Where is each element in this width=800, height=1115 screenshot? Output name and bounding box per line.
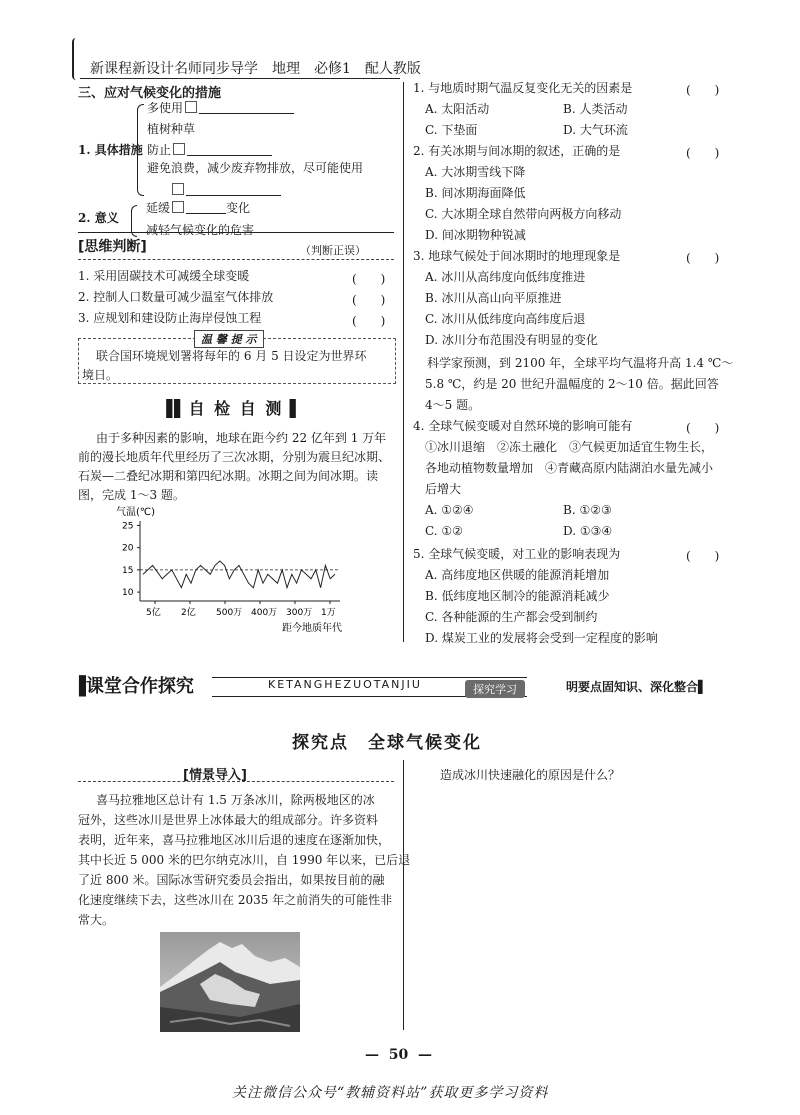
judgment-3: 3. 应规划和建设防止海岸侵蚀工程 — [78, 311, 262, 325]
thinking-tag: [思维判断] — [78, 239, 147, 255]
chart-xtick-label: 1万 — [321, 608, 336, 618]
chart-ytick-label: 20 — [122, 543, 134, 554]
question-3-stem: 3. 地球气候处于间冰期时的地理现象是 — [413, 249, 621, 263]
question-2-opt-a[interactable]: A. 大冰期雪线下降 — [425, 165, 526, 179]
selftest-para-2: 前的漫长地质年代里经历了三次冰期，分别为震旦纪冰期、 — [78, 450, 391, 464]
meaning-item-1: 延缓 变化 — [146, 201, 251, 215]
question-1-paren[interactable]: ( ) — [686, 83, 720, 97]
question-3-opt-b[interactable]: B. 冰川从高山向平原推进 — [425, 291, 562, 305]
question-4-line-3: 后增大 — [425, 482, 462, 496]
scene-para-2: 冠外，这些冰川是世界上冰体最大的组成部分。许多资料 — [78, 813, 379, 827]
chart-xtick-label: 400万 — [251, 608, 278, 618]
explore-question: 造成冰川快速融化的原因是什么？ — [440, 768, 621, 782]
section-banner — [72, 674, 737, 702]
scientist-para-3: 4～5 题。 — [425, 398, 481, 412]
question-2-stem: 2. 有关冰期与间冰期的叙述，正确的是 — [413, 144, 621, 158]
question-4-stem: 4. 全球气候变暖对自然环境的影响可能有 — [413, 419, 633, 433]
scene-para-1: 喜马拉雅地区总计有 1.5 万条冰川，除两极地区的冰 — [96, 793, 375, 807]
blank-22[interactable] — [172, 201, 184, 213]
selftest-marker-right-icon: ▐ — [283, 399, 298, 418]
judgment-1: 1. 采用固碳技术可减缓全球变暖 — [78, 269, 250, 283]
judgment-2: 2. 控制人口数量可减少温室气体排放 — [78, 290, 274, 304]
header-bracket — [72, 38, 80, 80]
question-2-opt-d[interactable]: D. 间冰期物种锐减 — [425, 228, 526, 242]
judgment-2-paren[interactable]: ( ) — [352, 293, 386, 307]
scientist-para-1: 科学家预测，到 2100 年，全球平均气温将升高 1.4 ℃～ — [427, 356, 734, 370]
meaning-item-2: 减轻气候变化的危害 — [146, 223, 255, 237]
chart-xlabel: 距今地质年代 — [282, 623, 342, 634]
chart-temperature-series — [143, 561, 335, 588]
selftest-para-1: 由于多种因素的影响，地球在距今约 22 亿年到 1 万年 — [96, 431, 387, 445]
glacier-photo — [160, 932, 300, 1032]
banner-end-marker-icon: ▌ — [698, 680, 708, 694]
chart-xtick-label: 5亿 — [146, 608, 161, 618]
measures-brace — [137, 104, 144, 196]
question-5-opt-a[interactable]: A. 高纬度地区供暖的能源消耗增加 — [425, 568, 610, 582]
thinking-rule — [78, 232, 394, 233]
blank-20[interactable] — [173, 143, 185, 155]
scientist-para-2: 5.8 ℃，约是 20 世纪升温幅度的 2～10 倍。据此回答 — [425, 377, 719, 391]
banner-pinyin: KETANGHEZUOTANJIU — [268, 678, 422, 691]
question-1-stem: 1. 与地质时期气温反复变化无关的因素是 — [413, 81, 633, 95]
question-5-paren[interactable]: ( ) — [686, 549, 720, 563]
judgment-3-paren[interactable]: ( ) — [352, 314, 386, 328]
meaning-label: 2. 意义 — [78, 211, 119, 225]
question-1-opt-b[interactable]: B. 人类活动 — [563, 102, 628, 116]
measure-item-2: 植树种草 — [147, 122, 196, 136]
tip-text-2: 境日。 — [82, 368, 119, 382]
column-divider-bottom — [403, 760, 404, 1030]
explore-title: 探究点 全球气候变化 — [292, 733, 482, 753]
question-5-opt-c[interactable]: C. 各种能源的生产都会受到制约 — [425, 610, 598, 624]
measure-item-1: 多使用 — [147, 98, 294, 119]
page-number: 50 — [388, 1047, 409, 1063]
thinking-rule-bottom — [78, 259, 394, 260]
footer-note: 关注微信公众号“教辅资料站”获取更多学习资料 — [232, 1085, 549, 1101]
measure-item-4: 避免浪费，减少废弃物排放，尽可能使用 — [147, 161, 364, 175]
judgment-1-paren[interactable]: ( ) — [352, 272, 386, 286]
scene-para-7: 常大。 — [78, 913, 115, 927]
section-3-title: 三、应对气候变化的措施 — [78, 86, 222, 101]
scene-para-3: 表明，近年来，喜马拉雅地区冰川后退的速度在逐渐加快， — [78, 833, 391, 847]
scene-rule — [78, 781, 394, 782]
banner-slogan: 明要点固知识、深化整合▌ — [566, 680, 708, 694]
scene-para-6: 化速度继续下去，这些冰川在 2035 年之前消失的可能性非 — [78, 893, 393, 907]
page-number-row: — 50 — — [365, 1047, 432, 1063]
question-4-paren[interactable]: ( ) — [686, 421, 720, 435]
banner-title: ▐课堂合作探究 — [72, 676, 194, 697]
question-4-opt-b[interactable]: B. ①②③ — [563, 503, 612, 517]
question-2-opt-c[interactable]: C. 大冰期全球自然带向两极方向移动 — [425, 207, 622, 221]
tip-text-1: 联合国环境规划署将每年的 6 月 5 日设定为世界环 — [96, 349, 367, 363]
question-3-paren[interactable]: ( ) — [686, 251, 720, 265]
question-2-opt-b[interactable]: B. 间冰期海面降低 — [425, 186, 526, 200]
banner-marker-icon: ▐ — [72, 676, 86, 697]
blank-21[interactable] — [172, 183, 184, 195]
temperature-chart — [110, 505, 350, 635]
question-1-opt-a[interactable]: A. 太阳活动 — [425, 102, 490, 116]
question-4-line-1: ①冰川退缩 ②冻土融化 ③气候更加适宜生物生长， — [425, 440, 714, 454]
banner-badge: 探究学习 — [465, 680, 525, 698]
selftest-marker-left-icon: ▐▌ — [160, 399, 189, 418]
thinking-hint: （判断正误） — [300, 244, 366, 257]
question-3-opt-d[interactable]: D. 冰川分布范围没有明显的变化 — [425, 333, 598, 347]
question-4-opt-a[interactable]: A. ①②④ — [425, 503, 474, 517]
chart-xtick-label: 500万 — [216, 608, 243, 618]
header-title: 新课程新设计名师同步导学 地理 必修1 配人教版 — [90, 61, 421, 77]
scene-para-5: 了近 800 米。国际冰雪研究委员会指出，如果按目前的融 — [78, 873, 385, 887]
chart-xtick-label: 2亿 — [181, 608, 196, 618]
chart-ylabel: 气温(℃) — [116, 507, 156, 518]
question-4-opt-d[interactable]: D. ①③④ — [563, 524, 613, 538]
selftest-para-3: 石炭—二叠纪冰期和第四纪冰期。冰期之间为间冰期。读 — [78, 469, 379, 483]
scene-tag: [情景导入] — [183, 768, 247, 783]
question-5-stem: 5. 全球气候变暖，对工业的影响表现为 — [413, 547, 621, 561]
question-5-opt-b[interactable]: B. 低纬度地区制冷的能源消耗减少 — [425, 589, 610, 603]
question-1-opt-c[interactable]: C. 下垫面 — [425, 123, 478, 137]
column-divider-top — [403, 82, 404, 642]
chart-ytick-label: 10 — [122, 588, 134, 599]
chart-xtick-label: 300万 — [286, 608, 313, 618]
selftest-para-4: 图，完成 1～3 题。 — [78, 488, 185, 502]
selftest-header: ▐▌自 检 自 测▐ — [160, 399, 298, 418]
chart-ytick-label: 15 — [122, 565, 134, 576]
blank-18[interactable] — [185, 101, 197, 113]
question-4-opt-c[interactable]: C. ①② — [425, 524, 463, 538]
scene-para-4: 其中长近 5 000 米的巴尔纳克冰川，自 1990 年以来，已后退 — [78, 853, 411, 867]
measure-item-3: 防止 — [147, 140, 272, 161]
question-4-line-2: 各地动植物数量增加 ④青藏高原内陆湖泊水量先减小 — [425, 461, 714, 475]
measures-label: 1. 具体措施 — [78, 143, 143, 157]
chart-ytick-label: 25 — [122, 521, 134, 532]
question-5-opt-d[interactable]: D. 煤炭工业的发展将会受到一定程度的影响 — [425, 631, 658, 645]
question-2-paren[interactable]: ( ) — [686, 146, 720, 160]
header-rule — [80, 78, 400, 79]
question-1-opt-d[interactable]: D. 大气环流 — [563, 123, 628, 137]
question-3-opt-a[interactable]: A. 冰川从高纬度向低纬度推进 — [425, 270, 586, 284]
tip-title: 温 馨 提 示 — [194, 330, 264, 348]
question-3-opt-c[interactable]: C. 冰川从低纬度向高纬度后退 — [425, 312, 586, 326]
